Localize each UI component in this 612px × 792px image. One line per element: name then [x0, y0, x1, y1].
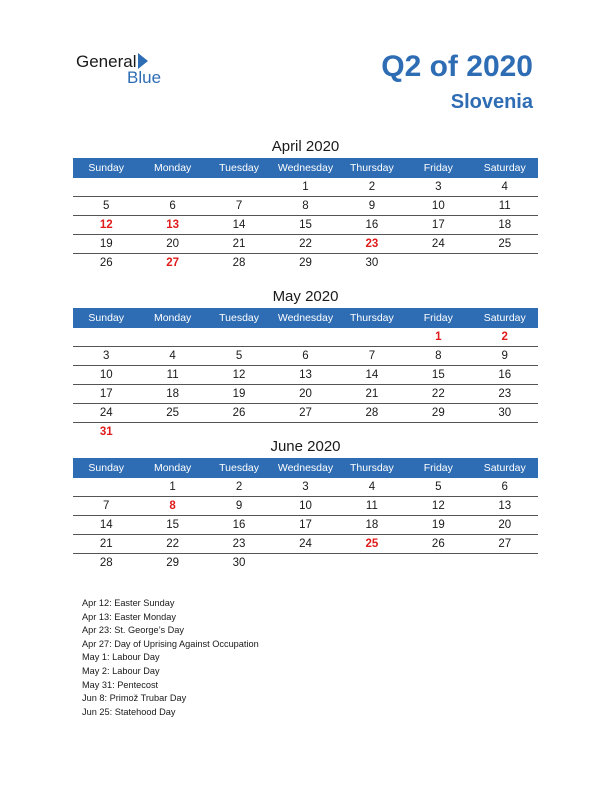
empty-day-cell: [139, 328, 205, 346]
week-row: [73, 347, 538, 366]
week-row: [73, 366, 538, 385]
weekday-label: Sunday: [88, 162, 125, 174]
empty-day-cell: [405, 554, 471, 572]
day-cell: 19: [431, 519, 445, 531]
day-cell: 8: [435, 350, 442, 362]
day-cell: 3: [302, 481, 309, 493]
day-cell: 1: [169, 481, 176, 493]
day-cell: 21: [99, 538, 113, 550]
day-cell: 6: [169, 200, 176, 212]
empty-day-cell: [73, 328, 139, 346]
day-cell: 16: [498, 369, 512, 381]
day-cell: 7: [103, 500, 110, 512]
weekday-label: Monday: [153, 312, 192, 324]
holiday-name: Labour Day: [112, 652, 160, 663]
day-cell: 4: [368, 481, 376, 493]
day-cell: 5: [435, 481, 442, 493]
day-cell: 17: [431, 219, 445, 231]
week-row: [73, 216, 538, 235]
day-cell: 11: [166, 369, 179, 381]
holiday-name: Day of Uprising Against Occupation: [114, 638, 259, 649]
empty-day-cell: [472, 254, 538, 272]
day-cell: 15: [431, 369, 445, 381]
day-cell: 4: [501, 181, 508, 193]
day-cell: 20: [299, 388, 312, 400]
holiday-item: [82, 706, 259, 720]
day-cell: 13: [299, 369, 312, 381]
day-cell: 17: [299, 519, 312, 531]
weekday-label: Thursday: [350, 162, 394, 174]
day-cell: 5: [103, 200, 110, 212]
day-cell: 12: [232, 369, 246, 381]
holiday-name: Easter Sunday: [114, 598, 175, 608]
holiday-date: May 2:: [82, 665, 113, 676]
holiday-list: [82, 597, 259, 719]
weekday-label: Saturday: [483, 162, 526, 174]
logo-blue-text: Blue: [127, 68, 162, 87]
holiday-name: Labour Day: [112, 665, 160, 676]
day-cell: 10: [99, 369, 113, 381]
empty-day-cell: [206, 328, 272, 346]
holiday-item: [82, 638, 259, 652]
day-cell: 28: [99, 557, 113, 569]
day-cell: 8: [302, 200, 309, 212]
day-cell: 3: [103, 350, 110, 362]
holiday-name: Easter Monday: [114, 611, 176, 622]
empty-day-cell: [73, 178, 139, 196]
day-cell: 23: [498, 388, 512, 400]
day-cell: 11: [498, 200, 511, 212]
week-row: [73, 516, 538, 535]
day-cell: 10: [431, 200, 445, 212]
day-cell: 26: [431, 538, 445, 550]
holiday-date: May 1:: [82, 652, 113, 663]
day-cell: 12: [99, 219, 113, 231]
day-cell: 24: [299, 538, 312, 550]
day-cell: 31: [99, 426, 113, 438]
week-row: [73, 404, 538, 423]
week-row: [73, 385, 538, 404]
country-name: Slovenia: [450, 91, 533, 113]
month-title: June 2020: [270, 438, 341, 455]
day-cell: 16: [232, 519, 246, 531]
day-cell: 9: [368, 200, 376, 212]
logo: [76, 52, 176, 88]
day-cell: 21: [232, 238, 246, 250]
day-cell: 24: [431, 238, 445, 250]
weekday-label: Wednesday: [277, 162, 334, 174]
day-cell: 23: [232, 538, 246, 550]
day-cell: 23: [365, 238, 379, 250]
week-row: [73, 478, 538, 497]
weekday-label: Saturday: [483, 312, 526, 324]
month-june: [73, 437, 538, 572]
holiday-item: [82, 611, 259, 625]
holiday-date: Jun 8:: [82, 693, 110, 704]
holiday-item: [82, 679, 259, 693]
empty-day-cell: [339, 554, 405, 572]
day-cell: 18: [365, 519, 379, 531]
holiday-date: Apr 23:: [82, 625, 115, 636]
holiday-item: [82, 665, 259, 679]
weekday-label: Wednesday: [277, 462, 334, 474]
holiday-name: St. George’s Day: [114, 625, 184, 636]
weekday-label: Monday: [153, 162, 192, 174]
logo-flag-icon: [138, 53, 148, 69]
day-cell: 22: [166, 538, 180, 550]
weekday-label: Sunday: [88, 462, 125, 474]
weekday-label: Monday: [153, 462, 192, 474]
day-cell: 24: [99, 407, 113, 419]
holiday-name: Statehood Day: [114, 706, 176, 717]
day-cell: 10: [299, 500, 312, 512]
weekday-label: Friday: [423, 162, 453, 174]
weekday-header: [73, 158, 538, 178]
weekday-label: Thursday: [350, 312, 394, 324]
day-cell: 29: [166, 557, 180, 569]
day-cell: 30: [498, 407, 512, 419]
week-row: [73, 497, 538, 516]
empty-day-cell: [339, 328, 405, 346]
day-cell: 7: [235, 200, 243, 212]
day-cell: 18: [166, 388, 180, 400]
holiday-date: Apr 13:: [82, 611, 115, 622]
day-cell: 11: [365, 500, 378, 512]
day-cell: 20: [166, 238, 180, 250]
month-title: April 2020: [271, 138, 340, 155]
day-cell: 19: [232, 388, 246, 400]
month-may: [73, 287, 538, 441]
day-cell: 9: [501, 350, 508, 362]
day-cell: 25: [166, 407, 180, 419]
weekday-label: Sunday: [88, 312, 125, 324]
day-cell: 1: [435, 331, 442, 343]
day-cell: 29: [431, 407, 445, 419]
day-cell: 28: [365, 407, 379, 419]
day-cell: 14: [99, 519, 113, 531]
week-row: [73, 554, 538, 572]
day-cell: 30: [232, 557, 246, 569]
day-cell: 15: [299, 219, 312, 231]
empty-day-cell: [73, 478, 139, 496]
holiday-item: [82, 597, 259, 611]
day-cell: 9: [235, 500, 243, 512]
day-cell: 6: [302, 350, 309, 362]
day-cell: 15: [166, 519, 180, 531]
weekday-label: Saturday: [483, 462, 526, 474]
day-cell: 17: [99, 388, 113, 400]
day-cell: 2: [235, 481, 243, 493]
weekday-label: Thursday: [350, 462, 394, 474]
weekday-label: Tuesday: [219, 312, 259, 324]
day-cell: 16: [365, 219, 379, 231]
week-row: [73, 197, 538, 216]
day-cell: 27: [498, 538, 512, 550]
day-cell: 26: [99, 257, 113, 269]
holiday-name: Pentecost: [117, 679, 159, 690]
empty-day-cell: [405, 254, 471, 272]
weekday-label: Tuesday: [219, 462, 259, 474]
day-cell: 22: [431, 388, 445, 400]
day-cell: 18: [498, 219, 512, 231]
day-cell: 2: [501, 331, 508, 343]
holiday-name: Primož Trubar Day: [109, 693, 187, 704]
empty-day-cell: [206, 178, 272, 196]
day-cell: 8: [169, 500, 176, 512]
empty-day-cell: [272, 328, 338, 346]
day-cell: 7: [368, 350, 376, 362]
weekday-label: Friday: [423, 462, 453, 474]
holiday-item: [82, 692, 259, 706]
month-april: [73, 137, 538, 272]
day-cell: 30: [365, 257, 379, 269]
page-title: Q2 of 2020: [381, 50, 533, 83]
day-cell: 28: [232, 257, 246, 269]
empty-day-cell: [472, 554, 538, 572]
day-cell: 13: [498, 500, 512, 512]
day-cell: 3: [435, 181, 442, 193]
day-cell: 2: [368, 181, 376, 193]
holiday-date: Apr 27:: [82, 638, 115, 649]
day-cell: 26: [232, 407, 246, 419]
weekday-header: [73, 458, 538, 478]
holiday-date: May 31:: [82, 679, 118, 690]
day-cell: 5: [235, 350, 243, 362]
day-cell: 12: [431, 500, 445, 512]
day-cell: 14: [365, 369, 379, 381]
day-cell: 14: [232, 219, 246, 231]
month-title: May 2020: [272, 288, 339, 305]
day-cell: 25: [365, 538, 379, 550]
week-row: [73, 328, 538, 347]
week-row: [73, 178, 538, 197]
holiday-date: Apr 12:: [82, 598, 115, 608]
holiday-item: [82, 624, 259, 638]
week-row: [73, 235, 538, 254]
holiday-date: Jun 25:: [82, 706, 115, 717]
holiday-item: [82, 651, 259, 665]
day-cell: 29: [299, 257, 312, 269]
week-row: [73, 535, 538, 554]
day-cell: 27: [166, 257, 180, 269]
weekday-header: [73, 308, 538, 328]
day-cell: 20: [498, 519, 512, 531]
day-cell: 6: [501, 481, 508, 493]
weekday-label: Wednesday: [277, 312, 334, 324]
day-cell: 27: [299, 407, 312, 419]
day-cell: 13: [166, 219, 180, 231]
day-cell: 19: [99, 238, 113, 250]
day-cell: 22: [299, 238, 312, 250]
week-row: [73, 254, 538, 272]
empty-day-cell: [139, 178, 205, 196]
day-cell: 1: [302, 181, 309, 193]
logo-general-text: General: [76, 52, 137, 71]
day-cell: 4: [169, 350, 176, 362]
weekday-label: Friday: [423, 312, 453, 324]
weekday-label: Tuesday: [219, 162, 259, 174]
day-cell: 21: [365, 388, 379, 400]
day-cell: 25: [498, 238, 512, 250]
empty-day-cell: [272, 554, 338, 572]
